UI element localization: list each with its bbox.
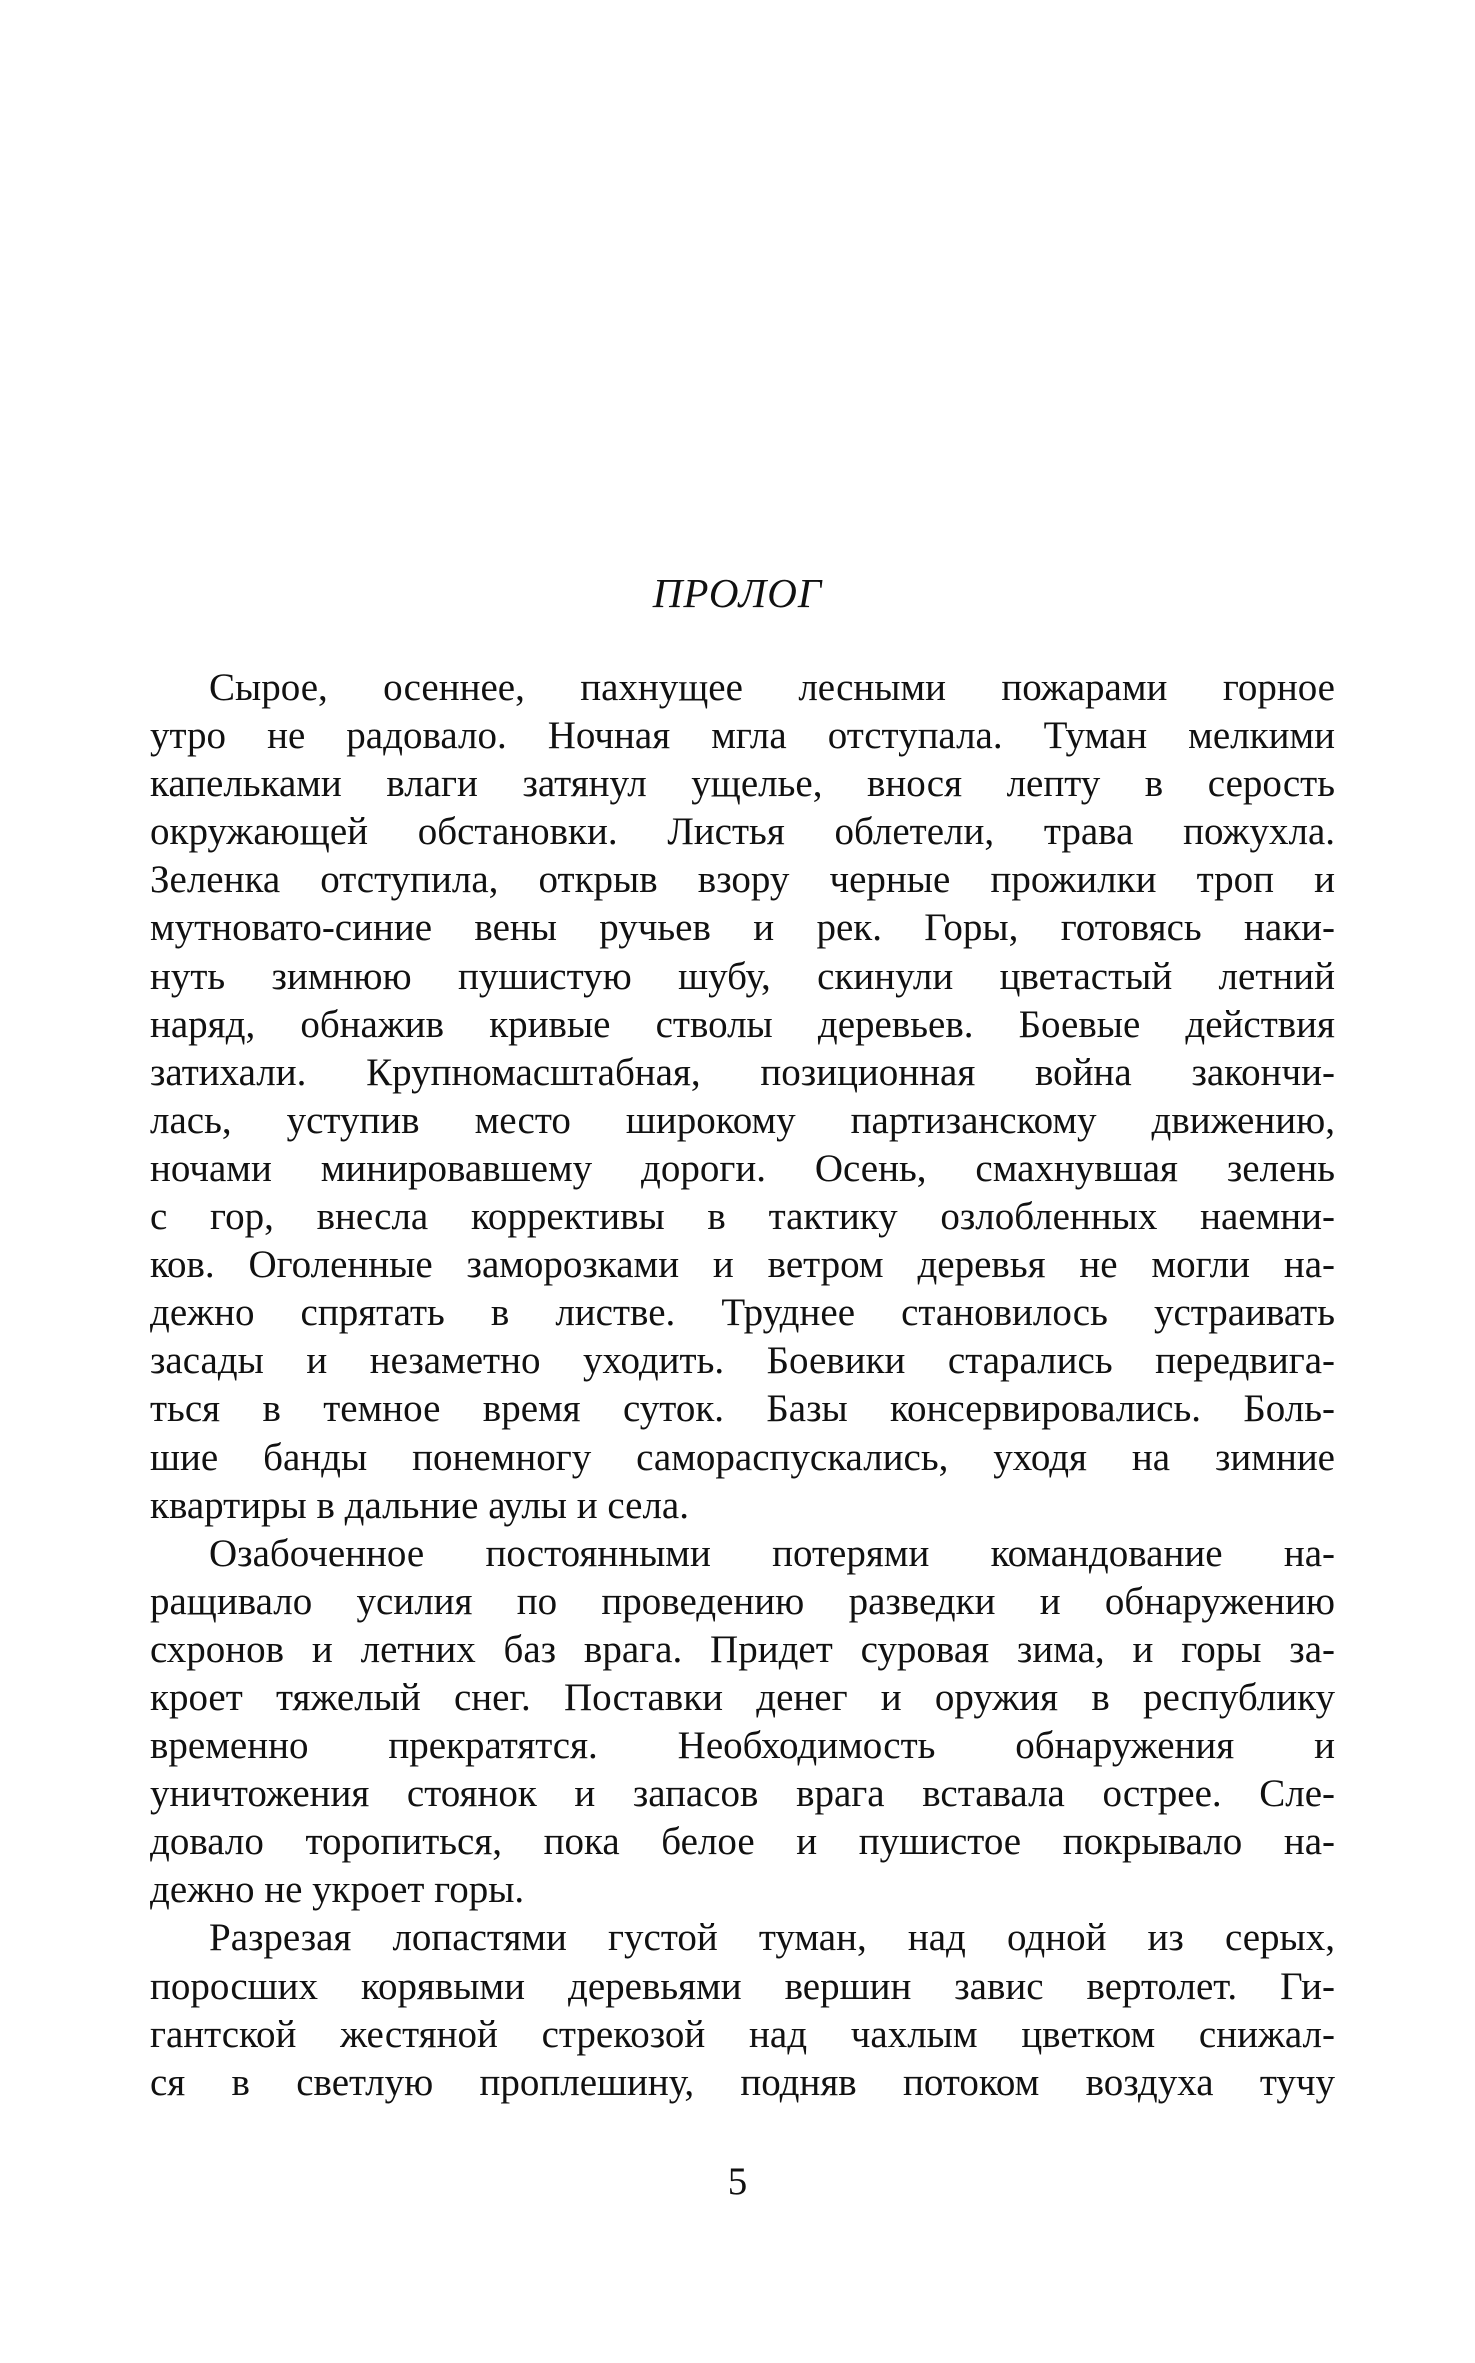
text-line: довало торопиться, пока белое и пушистое покрывало на-: [150, 1820, 1335, 1864]
text-line: окружающей обстановки. Листья облетели, трава пожухла.: [150, 810, 1335, 854]
text-line: схронов и летних баз врага. Придет суровая зима, и горы за-: [150, 1627, 1335, 1671]
body-text: [150, 664, 1335, 2107]
text-line: ться в темное время суток. Базы консервировались. Боль-: [150, 1387, 1335, 1431]
text-line: с гор, внесла коррективы в тактику озлобленных наемни-: [150, 1195, 1335, 1239]
text-line: ков. Оголенные заморозками и ветром деревья не могли на-: [150, 1243, 1335, 1287]
text-line: Озабоченное постоянными потерями командование на-: [209, 1531, 1335, 1575]
text-line: мутновато-синие вены ручьев и рек. Горы, готовясь наки-: [150, 906, 1335, 950]
text-line: дежно не укроет горы.: [150, 1868, 525, 1912]
text-line: уничтожения стоянок и запасов врага вставала острее. Сле-: [150, 1772, 1335, 1816]
text-line: Зеленка отступила, открыв взору черные прожилки троп и: [150, 858, 1335, 902]
text-line: утро не радовало. Ночная мгла отступала. Туман мелкими: [150, 714, 1335, 758]
text-line: кроет тяжелый снег. Поставки денег и оружия в республику: [150, 1675, 1335, 1719]
chapter-title: ПРОЛОГ: [652, 570, 823, 616]
text-line: временно прекратятся. Необходимость обнаружения и: [150, 1724, 1335, 1768]
text-line: гантской жестяной стрекозой над чахлым цветком снижал-: [150, 2012, 1335, 2056]
text-line: квартиры в дальние аулы и села.: [150, 1483, 689, 1527]
page-number: 5: [727, 2160, 748, 2203]
text-line: шие банды понемногу самораспускались, уходя на зимние: [150, 1435, 1335, 1479]
text-line: засады и незаметно уходить. Боевики старались передвига-: [150, 1339, 1335, 1383]
text-line: поросших корявыми деревьями вершин завис вертолет. Ги-: [150, 1964, 1335, 2008]
text-line: ся в светлую проплешину, подняв потоком воздуха тучу: [150, 2060, 1335, 2104]
text-line: затихали. Крупномасштабная, позиционная война закончи-: [150, 1050, 1335, 1094]
text-line: ращивало усилия по проведению разведки и обнаружению: [150, 1579, 1335, 1623]
text-line: наряд, обнажив кривые стволы деревьев. Боевые действия: [150, 1002, 1335, 1046]
text-line: Разрезая лопастями густой туман, над одной из серых,: [209, 1916, 1335, 1960]
text-line: капельками влаги затянул ущелье, внося лепту в серость: [150, 762, 1335, 806]
text-line: нуть зимнюю пушистую шубу, скинули цветастый летний: [150, 954, 1335, 998]
text-line: ночами минировавшему дороги. Осень, смахнувшая зелень: [150, 1146, 1335, 1190]
text-line: дежно спрятать в листве. Труднее становилось устраивать: [150, 1291, 1335, 1335]
text-line: Сырое, осеннее, пахнущее лесными пожарами горное: [209, 666, 1335, 709]
text-line: лась, уступив место широкому партизанскому движению,: [150, 1098, 1335, 1142]
